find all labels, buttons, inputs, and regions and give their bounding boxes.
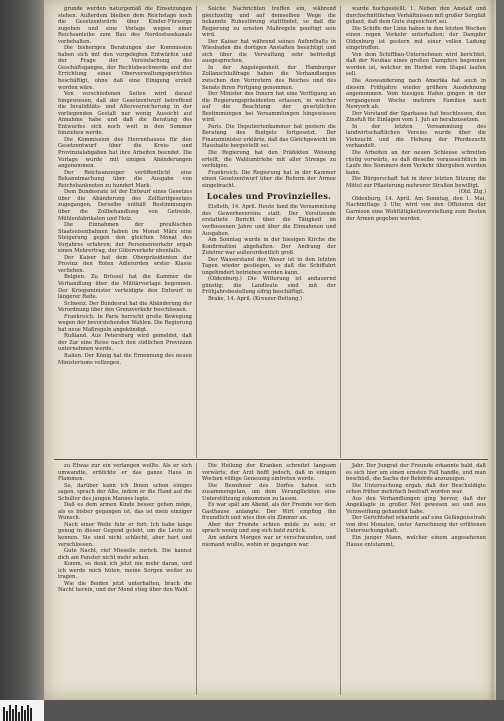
paragraph: In der Angelegenheit der Hamburger Zollanschlußfrage haben die Verhandlungen zwischen den Vertretern des Reiches und des Senats ihren Fortgang genommen. <box>202 64 336 91</box>
column-3 <box>346 6 486 458</box>
column-divider <box>340 6 341 458</box>
paragraph: grunde werden naturgemäß die Einsetzungen stehen. Außerdem bleiben dem Reichstage noch die Gesetzentwürfe über Kinder-Fürsorge zugeben und eine Vorlage wegen einer Reichsanleihe zum Bau des Nordostseekanals vorbehalten. <box>58 6 192 45</box>
paragraph: Der Vorstand der Sparkasse hat beschlossen, den Zinsfuß für Einlagen vom 1. Juli an herabzusetzen. <box>346 110 486 124</box>
column-1 <box>58 6 192 458</box>
book-binding-edge <box>0 0 44 700</box>
paragraph: Der Minister des Innern hat eine Verfügung an die Regierungspräsidenten erlassen, in welcher auf die Beachtung der gesetzlichen Bestimmungen bei Versammlungen hingewiesen wird. <box>202 91 336 124</box>
paragraph: Am Sonntag wurde in der hiesigen Kirche die Konfirmation abgehalten. Der Andrang der Zuhörer war außerordentlich groß. <box>202 237 336 257</box>
paragraph: Am andern Morgen war er verschwunden, und niemand wußte, wohin er gegangen war. <box>202 535 336 548</box>
paragraph: Paris. Die Deputiertenkammer hat gestern die Beratung des Budgets fortgesetzt. Der Finanzminister erklärte, daß das Gleichgewicht im Haushalte hergestellt sei. <box>202 123 336 150</box>
paragraph: Die Schiffe der Linie haben in den letzten Wochen einen regen Verkehr unterhalten; der Dampfer Oldenburg ist gestern mit einer vollen Ladung eingetroffen. <box>346 25 486 52</box>
column-5 <box>202 463 336 695</box>
paragraph: Solche Nachrichten treffen ein, während gleichzeitig und auf demselben Wege die bekannte Ruhestörung stattfindet, so daß die Regierung zu ernsten Maßregeln genötigt sein wird. <box>202 6 336 39</box>
paragraph: Aber der Fremde schien müde zu sein; er sprach wenig und zog sich bald zurück. <box>202 521 336 535</box>
paragraph: Schweiz. Der Bundesrat hat die Abänderung der Verordnung über den Grenzverkehr beschlossen. <box>58 300 192 314</box>
library-barcode-icon <box>0 700 44 721</box>
paragraph: Der Gerichtshof erkannte auf eine Gefängnisstrafe von drei Monaten, unter Anrechnung der erlittenen Untersuchungshaft. <box>346 515 486 535</box>
paragraph: Rußland. Aus Petersburg wird gemeldet, daß der Zar eine Reise nach den südlichen Provinzen unternehmen werde. <box>58 333 192 353</box>
column-divider <box>196 6 197 458</box>
paragraph: Wie die Beiden jetzt unterhalten, brach die Nacht herein, und der Mond stieg über den Wald. <box>58 580 192 594</box>
paragraph: Die Auswanderung nach Amerika hat auch in diesem Frühjahre wieder größere Ausdehnung angenommen. Vom hiesigen Hafen gingen in der vergangenen Woche mehrere Familien nach Newyork ab. <box>346 78 486 111</box>
paragraph: wurde hochgestellt. 1. Neben den Anstalt und durchschnittlichen Verhältnissen mit großer Sorgfalt gebaut, daß dem Gute zugesichert sei. <box>346 6 486 26</box>
column-6 <box>346 463 486 695</box>
paragraph: (Oldenburg.) Die Witterung ist andauernd günstig; die Landleute sind mit der Frühjahrsbestellung eifrig beschäftigt. <box>202 276 336 296</box>
paragraph: Oldenburg, 14. April. Am Sonntag, den 1. Mai, Nachmittags 3 Uhr, wird von den Offizieren der Garnison eine Wohltätigkeitsvorstellung zum Besten der Armen gegeben werden. <box>346 195 486 222</box>
paragraph: Belgien. Zu Brüssel hat die Kammer die Verhandlung über die Militärvorlage begonnen. Der Kriegsminister verteidigte den Entwurf in längerer Rede. <box>58 274 192 301</box>
paragraph: Die Arbeiten an der neuen Schleuse schreiten rüstig vorwärts, so daß dieselbe voraussichtlich im Laufe des Sommers dem Verkehr übergeben werden kann. <box>346 150 486 176</box>
paragraph: Dem Bundesrate ist der Entwurf eines Gesetzes über die Abänderung des Zolltarifgesetzes zugegangen. Derselbe enthält Bestimmungen über die Zollbehandlung von Getreide, Mühlenfabrikaten und Holz. <box>58 189 192 222</box>
paragraph: Die Heilung der Kranken schreitet langsam vorwärts; der Arzt hofft jedoch, daß in einigen Wochen völlige Genesung eintreten werde. <box>202 463 336 483</box>
paragraph: Der Kaiser hat dem Oberpräsidenten der Provinz den Roten Adlerorden erster Klasse verliehen. <box>58 254 192 274</box>
paragraph: Ein junger Mann, welcher einem angesehenen Hause entstammt, <box>346 535 486 548</box>
paragraph: In der letzten Versammlung des landwirtschaftlichen Vereins wurde über die Viehzucht und die Hebung der Pferdezucht verhandelt. <box>346 123 486 150</box>
paragraph: Die bisherigen Beratungen der Kommission haben sich mit den vorgelegten Entwürfen und der Frage der Vereinfachung des Geschäftsganges, der Rechtsbeschwerde und der Errichtung eines Oberverwaltungsgerichtes beschäftigt, ohne daß eine Einigung erzielt worden wäre. <box>58 45 192 91</box>
paragraph: Die Untersuchung ergab, daß der Beschuldigte schon früher mehrfach bestraft worden war. <box>346 482 486 496</box>
dateline: (Old. Ztg.) <box>458 189 486 196</box>
column-divider <box>340 463 341 695</box>
page-edge-shadow <box>488 0 494 700</box>
paragraph: Es war spät am Abend, als der Fremde vor dem Gasthause anlangte. Der Wirt empfing ihn freundlich und wies ihm ein Zimmer an. <box>202 502 336 522</box>
scan-bottom-strip <box>44 700 504 721</box>
paragraph: Brake, 14. April. (Kreuzer-Beitung.) <box>208 295 303 302</box>
feuilleton-divider <box>54 459 488 460</box>
column-divider <box>196 463 197 695</box>
column-2 <box>202 6 336 458</box>
paragraph: Daß es dem armen Kinde besser gehen möge, als es bisher gegangen ist, das ist mein einziger Wunsch. <box>58 502 192 522</box>
paragraph: Komm, so denk ich jetzt nie mehr daran, und ich werde mich hüten, meine Sorgen weiter zu tragen. <box>58 561 192 581</box>
paragraph: Aus den Verhandlungen ging hervor, daß der Angeklagte in großer Not gewesen sei und aus Verzweiflung gehandelt habe. <box>346 495 486 515</box>
paragraph: Die Bürgerschaft hat in ihrer letzten Sitzung die Mittel zur Pflasterung mehrerer Straßen bewilligt. <box>346 176 486 189</box>
paragraph: Der Reichsanzeiger veröffentlicht eine Bekanntmachung über die Ausgabe von Reichsbanknoten zu hundert Mark. <box>58 169 192 189</box>
paragraph: zu Etwas zur ein verlangen wollte. Als er sich umwandte, erblickte er das ganze Haus in Flammen. <box>58 463 192 483</box>
paragraph: Elsfleth, 14. April. Heute fand die Versammlung des Gewerbevereins statt. Der Vorsitzende erstattete Bericht über die Tätigkeit im verflossenen Jahre und über die Einnahmen und Ausgaben. <box>202 204 336 237</box>
paragraph: Frankreich. In Paris herrscht große Bewegung wegen der bevorstehenden Wahlen. Die Regierung hat neue Maßregeln angekündigt. <box>58 313 192 333</box>
paragraph: So, darüber kann ich Ihnen schon einiges sagen, sprach der Alte, indem er die Hand auf die Schulter des jungen Mannes legte. <box>58 482 192 502</box>
paragraph: Jahr. Der Jungrat der Freunde erkannte bald, daß es sich hier um einen ernsten Fall handle, und man beschloß, die Sache der Behörde anzuzeigen. <box>346 463 486 483</box>
paragraph: Die Einnahmen der preußischen Staatseisenbahnen haben im Monat März eine Steigerung gegen den gleichen Monat des Vorjahres erfahren; der Personenverkehr ergab einen Mehrertrag, der Güterverkehr ebenfalls. <box>58 222 192 255</box>
column-4 <box>58 463 192 695</box>
paragraph: Der Wasserstand der Weser ist in den letzten Tagen wieder gestiegen, so daß die Schiffahrt ungehindert betrieben werden kann. <box>202 256 336 276</box>
paragraph: Die Kommission des Herrenhauses für den Gesetzentwurf über die Kreis- und Provinzialabgaben hat ihre Arbeiten beendet. Die Vorlage wurde mit einigen Abänderungen angenommen. <box>58 136 192 170</box>
paragraph: Italien. Der König hat die Ernennung des neuen Ministeriums vollzogen. <box>58 352 192 366</box>
paragraph: Die Bewohner des Dorfes haben sich zusammengetan, um dem Verunglückten eine Unterstützung zukommen zu lassen. <box>202 482 336 502</box>
paragraph: Nach einer Weile fuhr er fort: Ich habe lange genug in dieser Gegend gelebt, um die Leute zu kennen. Sie sind nicht schlecht, aber hart und verschlossen. <box>58 521 192 548</box>
paragraph: Gute Nacht, rief Mieselle zurück. Die kannst dich am Fenster nicht mehr sehen. <box>58 548 192 561</box>
paragraph: Der Kaiser hat während seines Aufenthalts in Wiesbaden die dortigen Anstalten besichtigt und sich über die Verwaltung sehr befriedigt ausgesprochen. <box>202 38 336 65</box>
paragraph: Von verschiedenen Seiten wird darauf hingewiesen, daß der Gesetzentwurf betreffend die Invaliditäts- und Altersversicherung in der vorliegenden Gestalt nur wenig Aussicht auf Annahme habe und daß die Beratung des Entwurfes sich noch weit in den Sommer hinziehen werde. <box>58 91 192 137</box>
paragraph: Frankreich. Die Regierung hat in der Kammer einen Gesetzentwurf über die Reform der Armee eingebracht. <box>202 169 336 189</box>
section-heading: Locales und Provinzielles. <box>206 191 332 202</box>
paragraph: Die Regierung hat den Präfekten Weisung erteilt, die Wahlumtriebe mit aller Strenge zu verfolgen. <box>202 150 336 170</box>
newspaper-page <box>44 0 496 700</box>
paragraph: Von dem Schiffbau-Unternehmen wird berichtet, daß der Neubau eines großen Dampfers begonnen worden ist, welcher im Herbst vom Stapel laufen soll. <box>346 51 486 78</box>
